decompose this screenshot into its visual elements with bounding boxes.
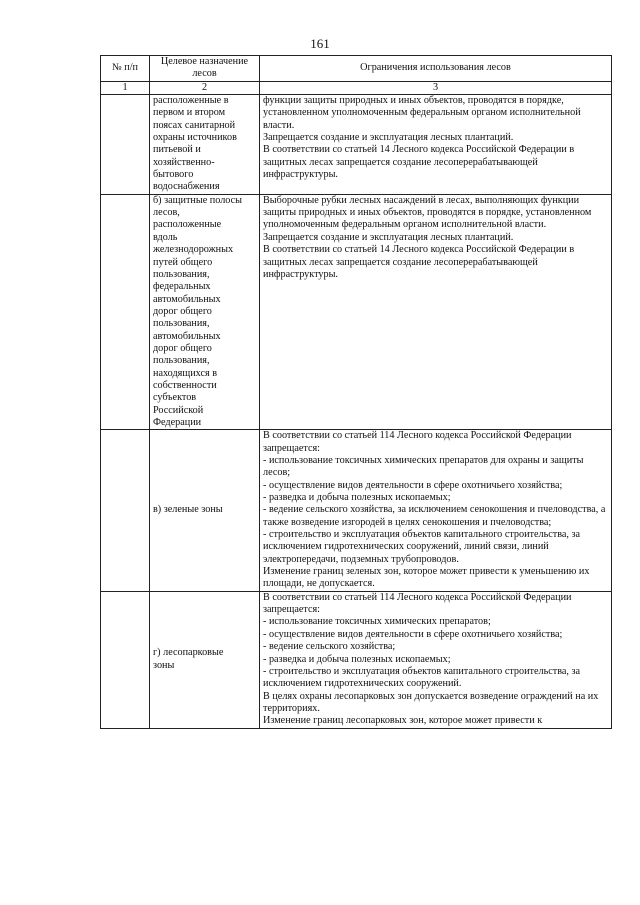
row-number xyxy=(101,194,150,430)
page-number: 161 xyxy=(310,36,330,51)
restriction-paragraph: - осуществление видов деятельности в сфере охотничьего хозяйства; xyxy=(263,628,563,640)
restriction-paragraph: функции защиты природных и иных объектов, проводятся в порядке, установленном уполномоченным федеральным органом исполнительной власти. xyxy=(263,95,581,131)
restrictions-cell xyxy=(260,194,612,430)
table-row xyxy=(101,430,612,591)
row-number xyxy=(101,430,150,591)
header-number: № п/п xyxy=(101,56,150,82)
header-purpose: Целевое назначение лесов xyxy=(150,56,260,82)
row-number xyxy=(101,95,150,195)
table-body xyxy=(101,95,612,729)
restriction-paragraph: - осуществление видов деятельности в сфере охотничьего хозяйства; xyxy=(263,479,563,491)
column-number: 2 xyxy=(150,81,260,94)
restriction-paragraph: - разведка и добыча полезных ископаемых; xyxy=(263,492,451,504)
forest-purpose-cell: г) лесопарковые зоны xyxy=(150,591,260,728)
forest-purpose-cell: б) защитные полосы лесов, расположенные вдоль железнодорожных путей общего пользования, федеральных автомобильных дорог общего пользования, автомобильных дорог общего пользования, находящихся в собственности субъектов Российской Федерации xyxy=(150,194,260,430)
column-number-row xyxy=(101,81,612,94)
restriction-paragraph: В соответствии со статьей 114 Лесного кодекса Российской Федерации запрещается: xyxy=(263,430,572,454)
restriction-paragraph: - использование токсичных химических препаратов; xyxy=(263,616,491,628)
restriction-paragraph: Изменение границ лесопарковых зон, которое может привести к xyxy=(263,715,543,727)
restriction-paragraph: В целях охраны лесопарковых зон допускается возведение ограждений на их территориях. xyxy=(263,690,599,714)
restriction-paragraph: В соответствии со статьей 14 Лесного кодекса Российской Федерации в защитных лесах запрещается создание лесоперерабатывающей инфраструктуры. xyxy=(263,244,575,280)
restriction-paragraph: - строительство и эксплуатация объектов капитального строительства, за исключением гидротехнических сооружений. xyxy=(263,665,581,690)
restriction-paragraph: - разведка и добыча полезных ископаемых; xyxy=(263,653,451,665)
restriction-paragraph: - строительство и эксплуатация объектов капитального строительства, за исключением гидротехнических сооружений, линий связи, линий электропередачи, подземных трубопроводов. xyxy=(263,529,581,565)
forest-purpose-cell: расположенные в первом и втором поясах санитарной охраны источников питьевой и хозяйственно- бытового водоснабжения xyxy=(150,95,260,195)
restriction-paragraph: Изменение границ зеленых зон, которое может привести к уменьшению их площади, не допускается. xyxy=(263,566,590,590)
row-number xyxy=(101,591,150,728)
restriction-paragraph: - ведение сельского хозяйства, за исключением сенокошения и пчеловодства, а также возведение изгородей в целях сенокошения и пчеловодства; xyxy=(263,504,606,528)
restriction-paragraph: В соответствии со статьей 14 Лесного кодекса Российской Федерации в защитных лесах запрещается создание лесоперерабатывающей инфраструктуры. xyxy=(263,144,575,181)
restrictions-cell xyxy=(260,591,612,728)
restrictions-cell xyxy=(260,95,612,195)
forest-purpose-cell: в) зеленые зоны xyxy=(150,430,260,591)
restriction-paragraph: Выборочные рубки лесных насаждений в лесах, выполняющих функции защиты природных и иных объектов, проводятся в порядке, установленном уполномоченным федеральным органом исполнительной власти. xyxy=(263,194,592,231)
forest-restrictions-table xyxy=(100,55,612,729)
table-header-row xyxy=(101,56,612,82)
restriction-paragraph: - использование токсичных химических препаратов для охраны и защиты лесов; xyxy=(263,455,584,479)
table-row xyxy=(101,591,612,728)
restriction-paragraph: Запрещается создание и эксплуатация лесных плантаций. xyxy=(263,132,514,144)
column-number: 1 xyxy=(101,81,150,94)
column-number: 3 xyxy=(260,81,612,94)
restrictions-cell xyxy=(260,430,612,591)
restriction-paragraph: - ведение сельского хозяйства; xyxy=(263,641,396,653)
restriction-paragraph: Запрещается создание и эксплуатация лесных плантаций. xyxy=(263,231,514,243)
header-restrictions: Ограничения использования лесов xyxy=(260,56,612,82)
table-row xyxy=(101,95,612,195)
table-row xyxy=(101,194,612,430)
restriction-paragraph: В соответствии со статьей 114 Лесного кодекса Российской Федерации запрещается: xyxy=(263,591,572,616)
